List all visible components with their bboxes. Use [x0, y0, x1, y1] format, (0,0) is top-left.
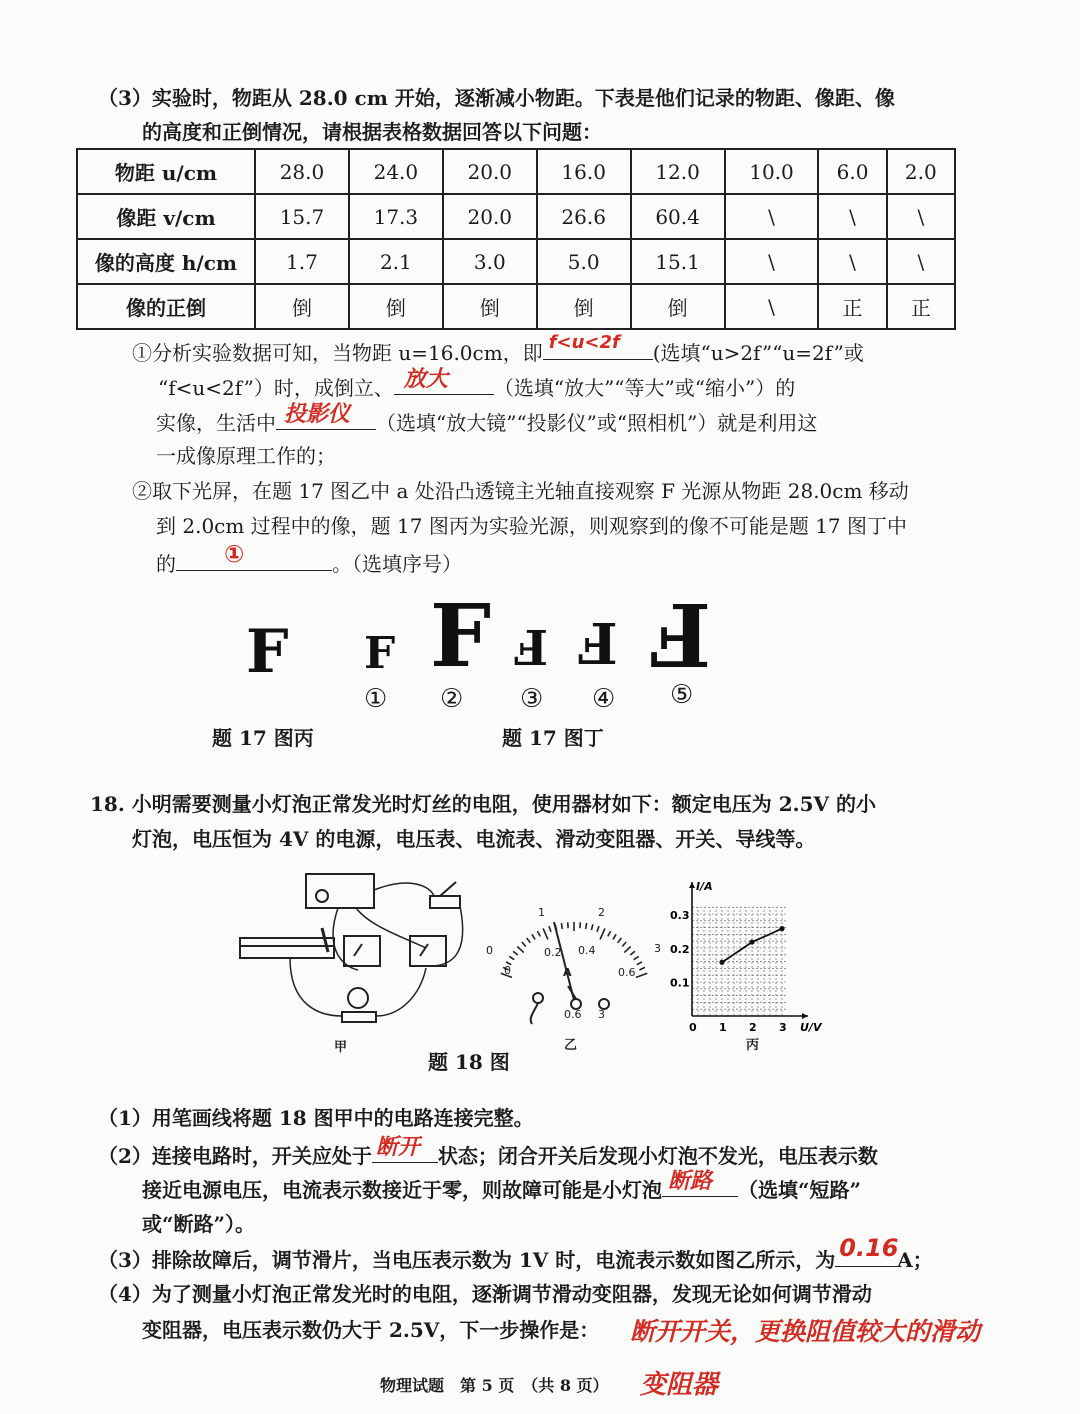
table-cell: 28.0 [255, 149, 349, 194]
x-tick-label: 0 [689, 1021, 697, 1034]
answer-image-index: ① [224, 540, 245, 568]
data-point [779, 926, 784, 931]
p2-line3: 的 ① 。（选填序号） [156, 540, 462, 576]
q18-s2-line2: 接近电源电压，电流表示数接近于零，则故障可能是小灯泡 断路 （选填“短路” [142, 1169, 862, 1202]
y-tick-label: 0.2 [670, 942, 690, 956]
circuit-diagram [230, 866, 490, 1046]
table-cell: 倒 [255, 284, 349, 329]
answer-next-step-2[interactable]: 变阻器 [640, 1370, 719, 1400]
row-header: 物距 u/cm [77, 149, 255, 194]
table-cell: 26.6 [537, 194, 631, 239]
answer-switch-state: 断开 [375, 1135, 420, 1160]
table-cell: 10.0 [725, 149, 819, 194]
q18-s3: （3）排除故障后，调节滑片，当电压表示数为 1V 时，电流表示数如图乙所示，为 0.16 A； [98, 1234, 933, 1272]
blank-size[interactable] [394, 367, 494, 395]
q17-intro-line1: （3）实验时，物距从 28.0 cm 开始，逐渐减小物距。下表是他们记录的物距、像距、像 [98, 86, 895, 110]
x-arrow-icon [802, 1013, 808, 1019]
dial-tick [549, 926, 551, 932]
table-cell: 12.0 [631, 149, 725, 194]
series-line [722, 929, 782, 963]
data-table [76, 148, 956, 330]
lamp-bulb-icon [348, 988, 368, 1008]
row-header: 像距 v/cm [77, 194, 255, 239]
image-number-3: ③ [520, 684, 544, 714]
table-cell: \ [887, 194, 955, 239]
dial-tick [608, 931, 611, 936]
image-letter-2: F [430, 586, 492, 687]
q18-line1: 18. 小明需要测量小灯泡正常发光时灯丝的电阻，使用器材如下：额定电压为 2.5V 的小 [90, 792, 876, 816]
q18-s1: （1）用笔画线将题 18 图甲中的电路连接完整。 [98, 1106, 534, 1130]
x-tick-label: 1 [719, 1021, 727, 1034]
table-cell: 20.0 [443, 194, 537, 239]
dial-tick [636, 973, 647, 977]
dial-tick [597, 926, 599, 932]
answer-range: f<u<2f [548, 332, 620, 353]
dial-tick [613, 934, 616, 939]
data-point [719, 960, 724, 965]
dial-top-1: 1 [538, 906, 545, 919]
table-cell: 24.0 [349, 149, 443, 194]
dial-tick [513, 951, 518, 955]
q17-intro-line2: 的高度和正倒情况，请根据表格数据回答以下问题： [142, 120, 602, 144]
table-cell: 倒 [537, 284, 631, 329]
y-tick-label: 0.1 [670, 976, 690, 990]
q18-s4-line1: （4）为了测量小灯泡正常发光时的电阻，逐渐调节滑动变阻器，发现无论如何调节滑动 [98, 1282, 872, 1306]
q18-s2-line1: （2）连接电路时，开关应处于 断开 状态；闭合开关后发现小灯泡不发光，电压表示数 [98, 1135, 878, 1168]
image-number-1: ① [364, 684, 388, 714]
lamp-base [342, 1012, 376, 1022]
q18-line2: 灯泡，电压恒为 4V 的电源，电压表、电流表、滑动变阻器、开关、导线等。 [132, 827, 816, 851]
table-cell: 17.3 [349, 194, 443, 239]
row-header: 像的正倒 [77, 284, 255, 329]
caption-fig18: 题 18 图 [428, 1050, 510, 1074]
ammeter-needle [554, 922, 574, 1000]
table-cell: 60.4 [631, 194, 725, 239]
table-cell: 倒 [631, 284, 725, 329]
p1-line2: “f<u<2f”）时，成倒立、 放大 （选填“放大”“等大”或“缩小”）的 [158, 367, 796, 400]
answer-fault: 断路 [668, 1169, 713, 1194]
x-axis-label: U/V [800, 1021, 822, 1034]
answer-device: 投影仪 [284, 402, 351, 427]
p1-line1: ①分析实验数据可知，当物距 u=16.0cm，即 f<u<2f (选填“u>2f”“u=2f”或 [132, 337, 864, 367]
rheostat [240, 938, 334, 958]
table-cell: 20.0 [443, 149, 537, 194]
dial-tick [634, 956, 639, 959]
dial-tick [537, 931, 540, 936]
dial-tick [622, 942, 626, 947]
table-cell: 16.0 [537, 149, 631, 194]
iu-graph [660, 876, 840, 1036]
table-row [77, 284, 955, 329]
answer-current: 0.16 [839, 1234, 899, 1262]
dial-tick [522, 942, 526, 947]
dial-top-2: 2 [598, 906, 605, 919]
dial-tick [509, 956, 514, 959]
table-cell: 15.7 [255, 194, 349, 239]
dial-tick [586, 923, 587, 929]
x-tick-label: 3 [779, 1021, 787, 1034]
dial-tick [639, 967, 645, 970]
image-number-4: ④ [592, 684, 616, 714]
y-tick-label: 0.3 [670, 909, 690, 923]
table-cell: 正 [887, 284, 955, 329]
table-cell: 5.0 [537, 239, 631, 284]
table-cell: \ [725, 239, 819, 284]
voltmeter [344, 936, 380, 966]
table-cell: 3.0 [443, 239, 537, 284]
table-cell: 2.0 [887, 149, 955, 194]
table-cell: 2.1 [349, 239, 443, 284]
dial-tick [543, 928, 548, 939]
data-point [749, 939, 754, 944]
dial-tick [630, 951, 635, 955]
dial-tick [561, 923, 562, 929]
power-supply [306, 874, 374, 908]
q18-s2-line3: 或“断路”）。 [142, 1212, 256, 1236]
table-cell: 正 [818, 284, 886, 329]
dial-bottom-04: 0.4 [578, 944, 596, 957]
power-knob-icon [316, 890, 328, 902]
ammeter [410, 936, 446, 966]
dial-top-0: 0 [486, 944, 493, 957]
table-cell: \ [725, 194, 819, 239]
image-letter-3: F [514, 618, 549, 674]
image-number-2: ② [440, 684, 464, 714]
label-bing: 丙 [746, 1038, 760, 1053]
blank-current[interactable] [835, 1234, 899, 1267]
light-source-letter: F [246, 617, 289, 687]
dial-tick [517, 947, 524, 953]
label-jia: 甲 [334, 1040, 348, 1055]
table-cell: 倒 [349, 284, 443, 329]
dial-unit: A [563, 966, 572, 979]
terminal-label-3: 3 [598, 1008, 605, 1021]
p2-line2: 到 2.0cm 过程中的像，题 17 图丙为实验光源，则观察到的像不可能是题 17 图丁中 [156, 514, 908, 538]
dial-tick [618, 938, 622, 943]
page-footer: 物理试题 第 5 页 （共 8 页） [380, 1376, 609, 1395]
dial-tick [637, 962, 642, 965]
x-tick-label: 2 [749, 1021, 757, 1034]
dial-tick [600, 928, 605, 939]
label-yi: 乙 [564, 1038, 578, 1053]
table-row [77, 194, 955, 239]
p2-line1: ②取下光屏，在题 17 图乙中 a 处沿凸透镜主光轴直接观察 F 光源从物距 28.0cm 移动 [132, 479, 909, 503]
p1-line4: 一成像原理工作的； [156, 444, 336, 468]
table-row [77, 239, 955, 284]
dial-bottom-0: 0 [504, 964, 511, 977]
caption-fig17-bing: 题 17 图丙 [212, 726, 314, 750]
p1-line3: 实像，生活中 投影仪 （选填“放大镜”“投影仪”或“照相机”）就是利用这 [156, 402, 818, 435]
dial-tick [532, 934, 535, 939]
dial-bottom-06: 0.6 [618, 966, 636, 979]
image-letter-1: F [364, 628, 396, 679]
y-axis-label: I/A [696, 880, 713, 893]
dial-top-3: 3 [654, 942, 661, 955]
image-letter-4: F [578, 609, 618, 675]
dial-tick [624, 947, 631, 953]
blank-device[interactable] [276, 402, 376, 430]
table-cell: 倒 [443, 284, 537, 329]
caption-fig17-ding: 题 17 图丁 [502, 726, 604, 750]
blank-fault[interactable] [662, 1169, 738, 1197]
dial-bottom-02: 0.2 [544, 946, 562, 959]
answer-next-step-1[interactable]: 断开开关，更换阻值较大的滑动 [630, 1317, 981, 1346]
table-cell: \ [887, 239, 955, 284]
dial-tick [591, 924, 593, 930]
table-cell: \ [818, 239, 886, 284]
row-header: 像的高度 h/cm [77, 239, 255, 284]
y-arrow-icon [689, 882, 695, 888]
blank-switch-state[interactable] [372, 1135, 438, 1163]
blank-image-index[interactable] [176, 540, 332, 571]
q18-s4-line2: 变阻器，电压表示数仍大于 2.5V，下一步操作是： [142, 1318, 600, 1342]
answer-size: 放大 [403, 367, 448, 392]
switch [430, 896, 460, 908]
table-cell: 1.7 [255, 239, 349, 284]
table-cell: \ [725, 284, 819, 329]
image-number-5: ⑤ [670, 680, 694, 710]
terminal-label-06: 0.6 [564, 1008, 582, 1021]
blank-range[interactable] [543, 332, 653, 360]
table-cell: \ [818, 194, 886, 239]
image-letter-5: F [650, 583, 712, 684]
table-cell: 15.1 [631, 239, 725, 284]
terminal-negative [533, 993, 543, 1003]
table-cell: 6.0 [818, 149, 886, 194]
table-row [77, 149, 955, 194]
dial-tick [527, 938, 531, 943]
